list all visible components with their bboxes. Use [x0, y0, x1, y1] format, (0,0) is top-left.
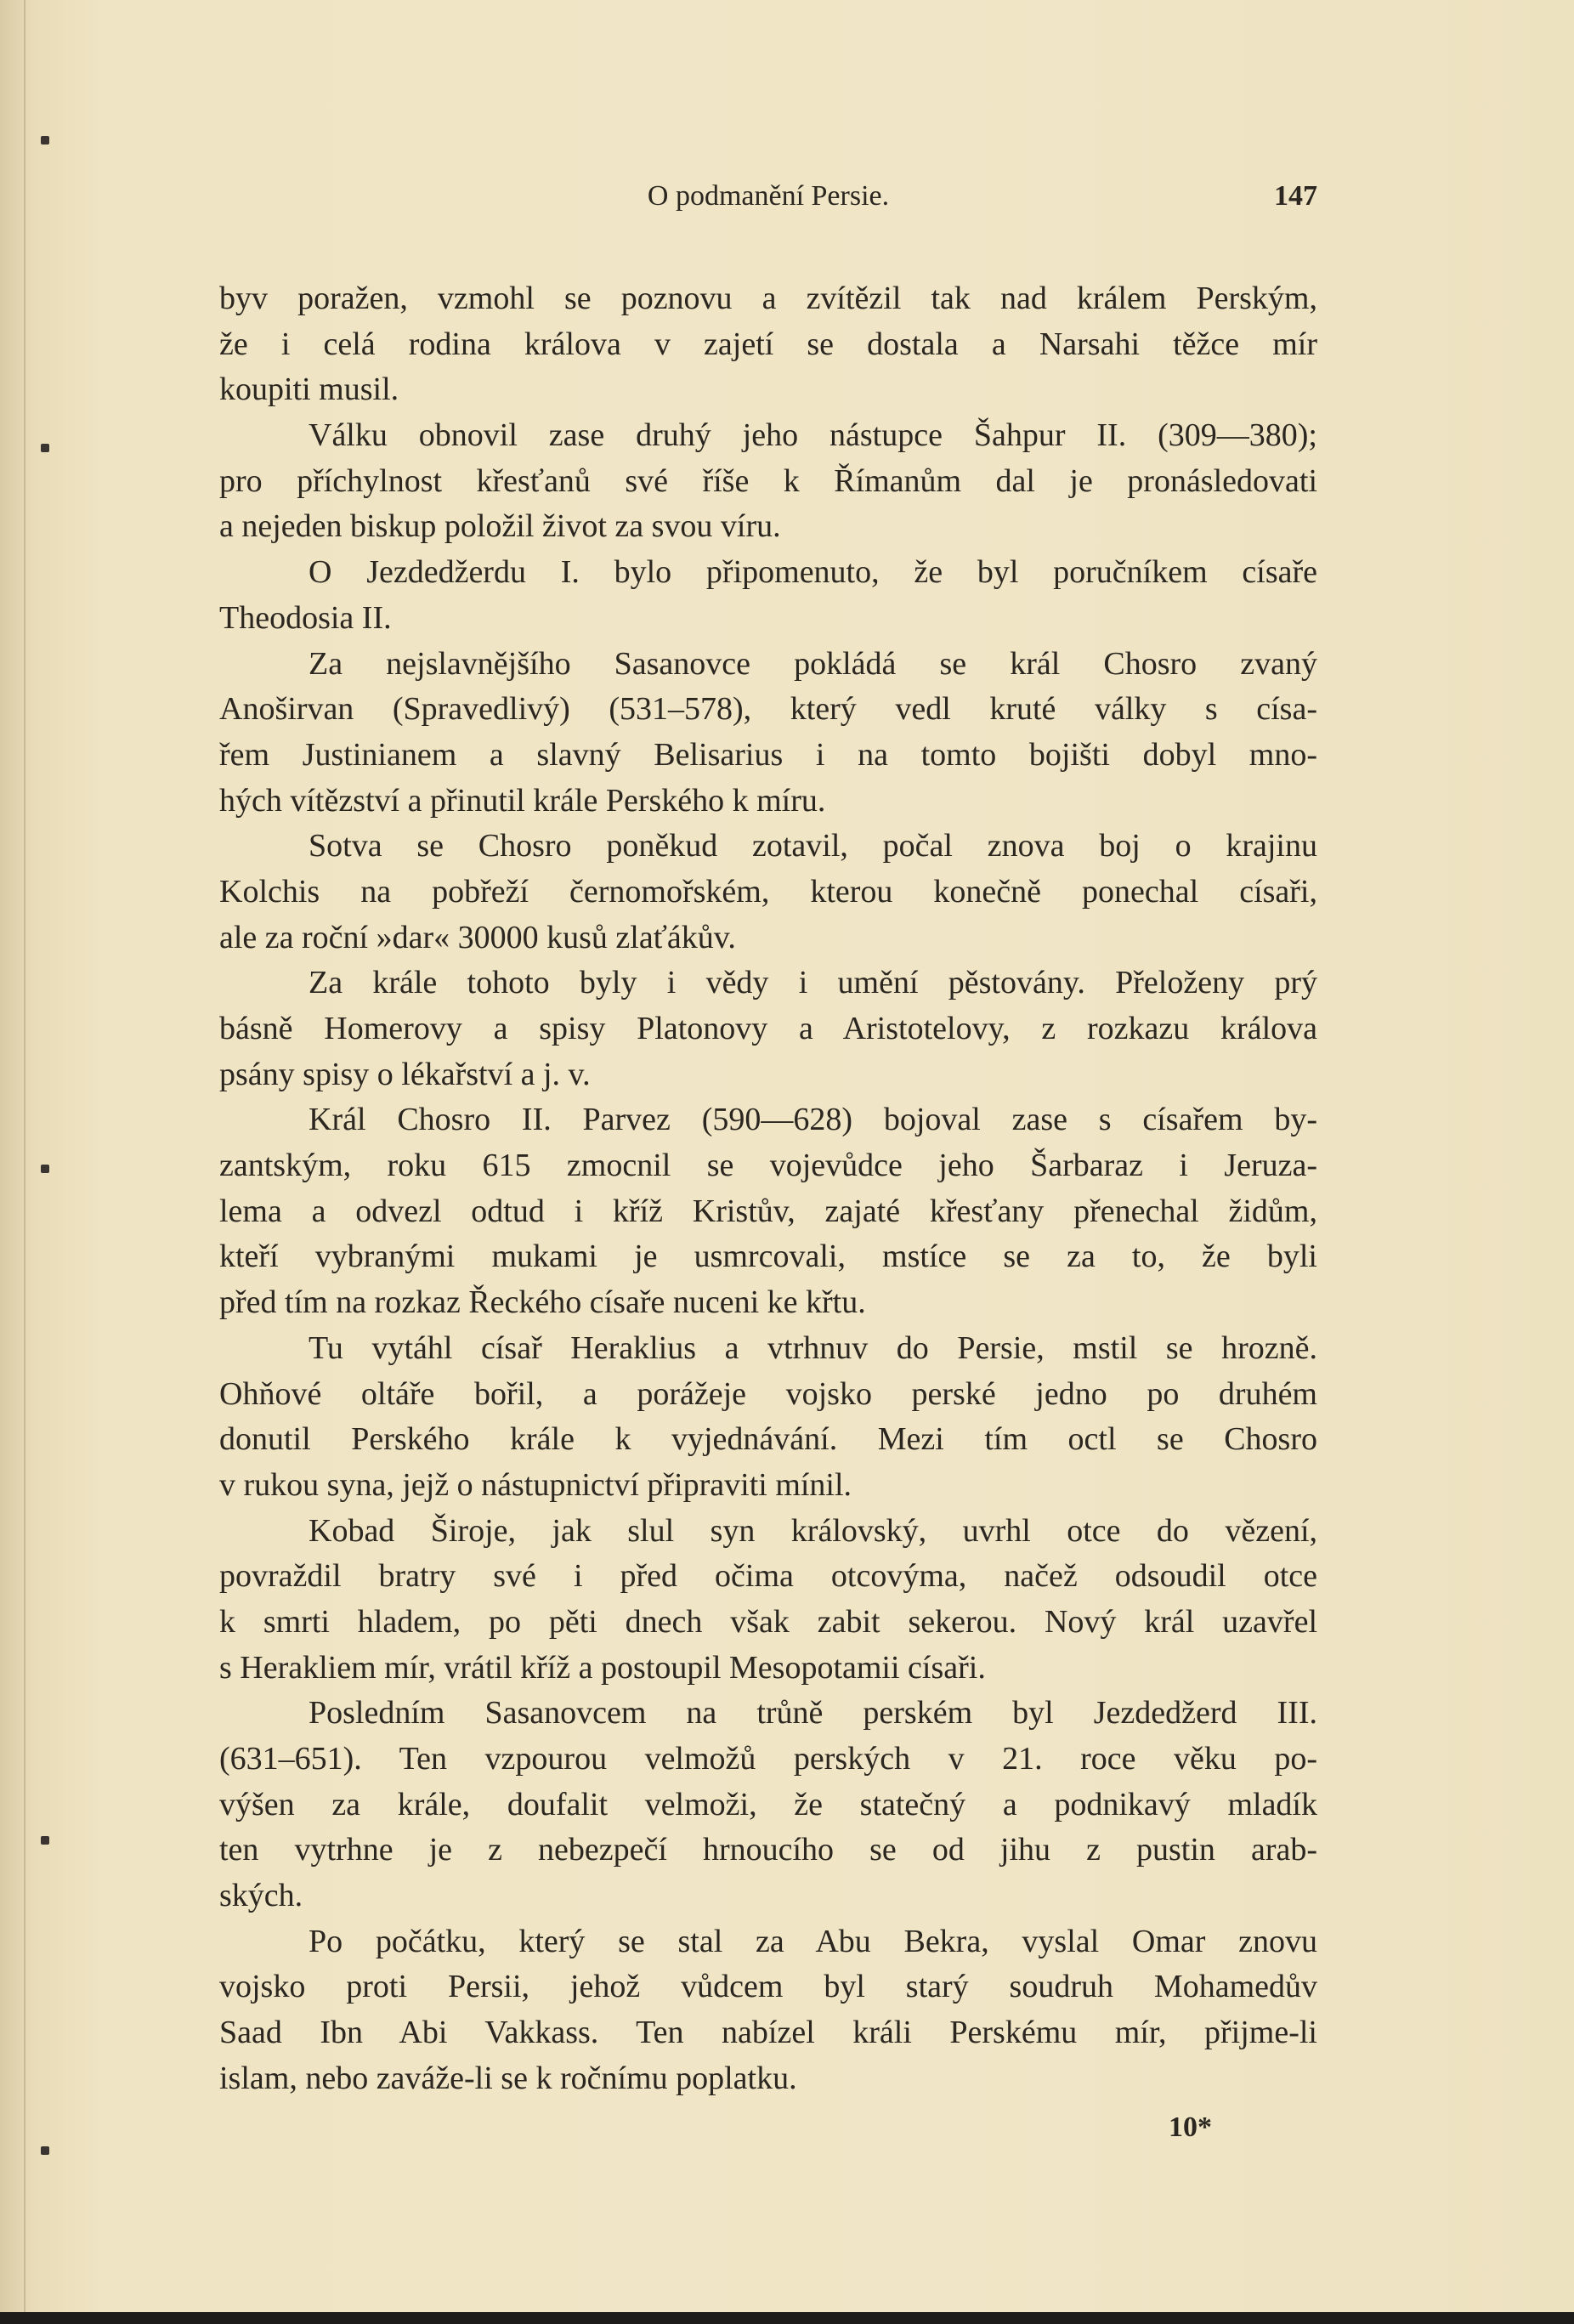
text-line: ten vytrhne je z nebezpečí hrnoucího se od jihu z pustin arab-: [219, 1832, 1317, 1868]
paragraph: [219, 824, 1317, 961]
text-line: Ohňové oltáře bořil, a porážeje vojsko perské jedno po druhém: [219, 1375, 1317, 1412]
text-line: pro příchylnost křesťanů své říše k Římanům dal je pronásledovati: [219, 462, 1317, 499]
text-line: Posledním Sasanovcem na trůně perském byl Jezdedžerd III.: [309, 1695, 1317, 1732]
text-line: básně Homerovy a spisy Platonovy a Aristotelovy, z rozkazu králova: [219, 1011, 1317, 1046]
text-line: s Herakliem mír, vrátil kříž a postoupil Mesopotamii císaři.: [219, 1649, 986, 1686]
text-line: donutil Perského krále k vyjednávání. Mezi tím octl se Chosro: [219, 1421, 1317, 1458]
paragraph: [219, 1326, 1317, 1509]
text-line: koupiti musil.: [219, 371, 399, 408]
paragraph: [219, 276, 1317, 413]
text-line: Kobad Široje, jak slul syn královský, uvrhl otce do vězení,: [309, 1512, 1317, 1549]
text-line: výšen za krále, doufalit velmoži, že statečný a podnikavý mladík: [219, 1786, 1317, 1822]
paragraph: [219, 961, 1317, 1097]
body-text: [219, 276, 1317, 2102]
margin-mark: [41, 1165, 49, 1173]
margin-mark: [41, 1836, 49, 1845]
text-line: Kolchis na pobřeží černomořském, kterou konečně ponechal císaři,: [219, 873, 1317, 910]
text-line: Saad Ibn Abi Vakkass. Ten nabízel králi Perskému mír, přijme-li: [219, 2015, 1317, 2051]
paragraph: [219, 1097, 1317, 1325]
paragraph: [219, 413, 1317, 550]
text-line: Sotva se Chosro poněkud zotavil, počal znova boj o krajinu: [309, 828, 1317, 864]
text-line: zantským, roku 615 zmocnil se vojevůdce jeho Šarbaraz i Jeruza-: [219, 1148, 1317, 1184]
text-line: islam, nebo zaváže-li se k ročnímu poplatku.: [219, 2060, 797, 2096]
margin-mark: [41, 444, 49, 452]
text-line: psány spisy o lékařství a j. v.: [219, 1056, 591, 1092]
text-line: vojsko proti Persii, jehož vůdcem byl starý soudruh Mohamedův: [219, 1969, 1317, 2005]
text-line: kteří vybranými mukami je usmrcovali, mstíce se za to, že byli: [219, 1239, 1317, 1275]
text-line: k smrti hladem, po pěti dnech však zabit sekerou. Nový král uzavřel: [219, 1603, 1317, 1640]
page-number: 147: [1274, 180, 1317, 212]
signature-mark: 10*: [1169, 2111, 1212, 2143]
text-line: Po počátku, který se stal za Abu Bekra, vyslal Omar znovu: [309, 1923, 1317, 1959]
text-line: Anoširvan (Spravedlivý) (531–578), který vedl kruté války s císa-: [219, 691, 1317, 728]
paragraph: [219, 642, 1317, 825]
text-line: povraždil bratry své i před očima otcovýma, načež odsoudil otce: [219, 1558, 1317, 1595]
text-line: v rukou syna, jejž o nástupnictví připraviti mínil.: [219, 1466, 852, 1503]
text-line: Tu vytáhl císař Heraklius a vtrhnuv do Persie, mstil se hrozně.: [309, 1329, 1317, 1366]
text-line: O Jezdedžerdu I. bylo připomenuto, že byl poručníkem císaře: [309, 554, 1317, 591]
running-title: O podmanění Persie.: [647, 180, 890, 212]
margin-mark: [41, 2146, 49, 2155]
paragraph: [219, 1691, 1317, 1919]
text-line: hých vítězství a přinutil krále Perského k míru.: [219, 782, 826, 819]
text-line: ských.: [219, 1878, 303, 1914]
text-line: že i celá rodina králova v zajetí se dostala a Narsahi těžce mír: [219, 326, 1317, 362]
running-header: [219, 180, 1317, 223]
text-line: Za krále tohoto byly i vědy i umění pěstovány. Přeloženy prý: [309, 965, 1317, 1001]
text-line: Theodosia II.: [219, 599, 392, 636]
margin-mark: [41, 136, 49, 145]
page-gutter: [24, 0, 25, 2324]
text-line: Za nejslavnějšího Sasanovce pokládá se král Chosro zvaný: [309, 645, 1317, 682]
text-line: Král Chosro II. Parvez (590—628) bojoval zase s císařem by-: [309, 1102, 1317, 1138]
text-line: před tím na rozkaz Řeckého císaře nuceni ke křtu.: [219, 1284, 866, 1321]
text-line: řem Justinianem a slavný Belisarius i na tomto bojišti dobyl mno-: [219, 736, 1317, 773]
text-line: lema a odvezl odtud i kříž Kristův, zajaté křesťany přenechal židům,: [219, 1193, 1317, 1229]
text-line: Válku obnovil zase druhý jeho nástupce Šahpur II. (309—380);: [309, 417, 1317, 454]
paragraph: [219, 1509, 1317, 1692]
paragraph: [219, 1919, 1317, 2102]
paragraph: [219, 550, 1317, 641]
text-line: a nejeden biskup položil život za svou víru.: [219, 508, 781, 545]
scan-bottom-edge: [0, 2312, 1574, 2324]
text-line: (631–651). Ten vzpourou velmožů perských v 21. roce věku po-: [219, 1741, 1317, 1777]
text-line: byv poražen, vzmohl se poznovu a zvítězil tak nad králem Perským,: [219, 281, 1317, 316]
text-line: ale za roční »dar« 30000 kusů zlaťákův.: [219, 919, 736, 955]
